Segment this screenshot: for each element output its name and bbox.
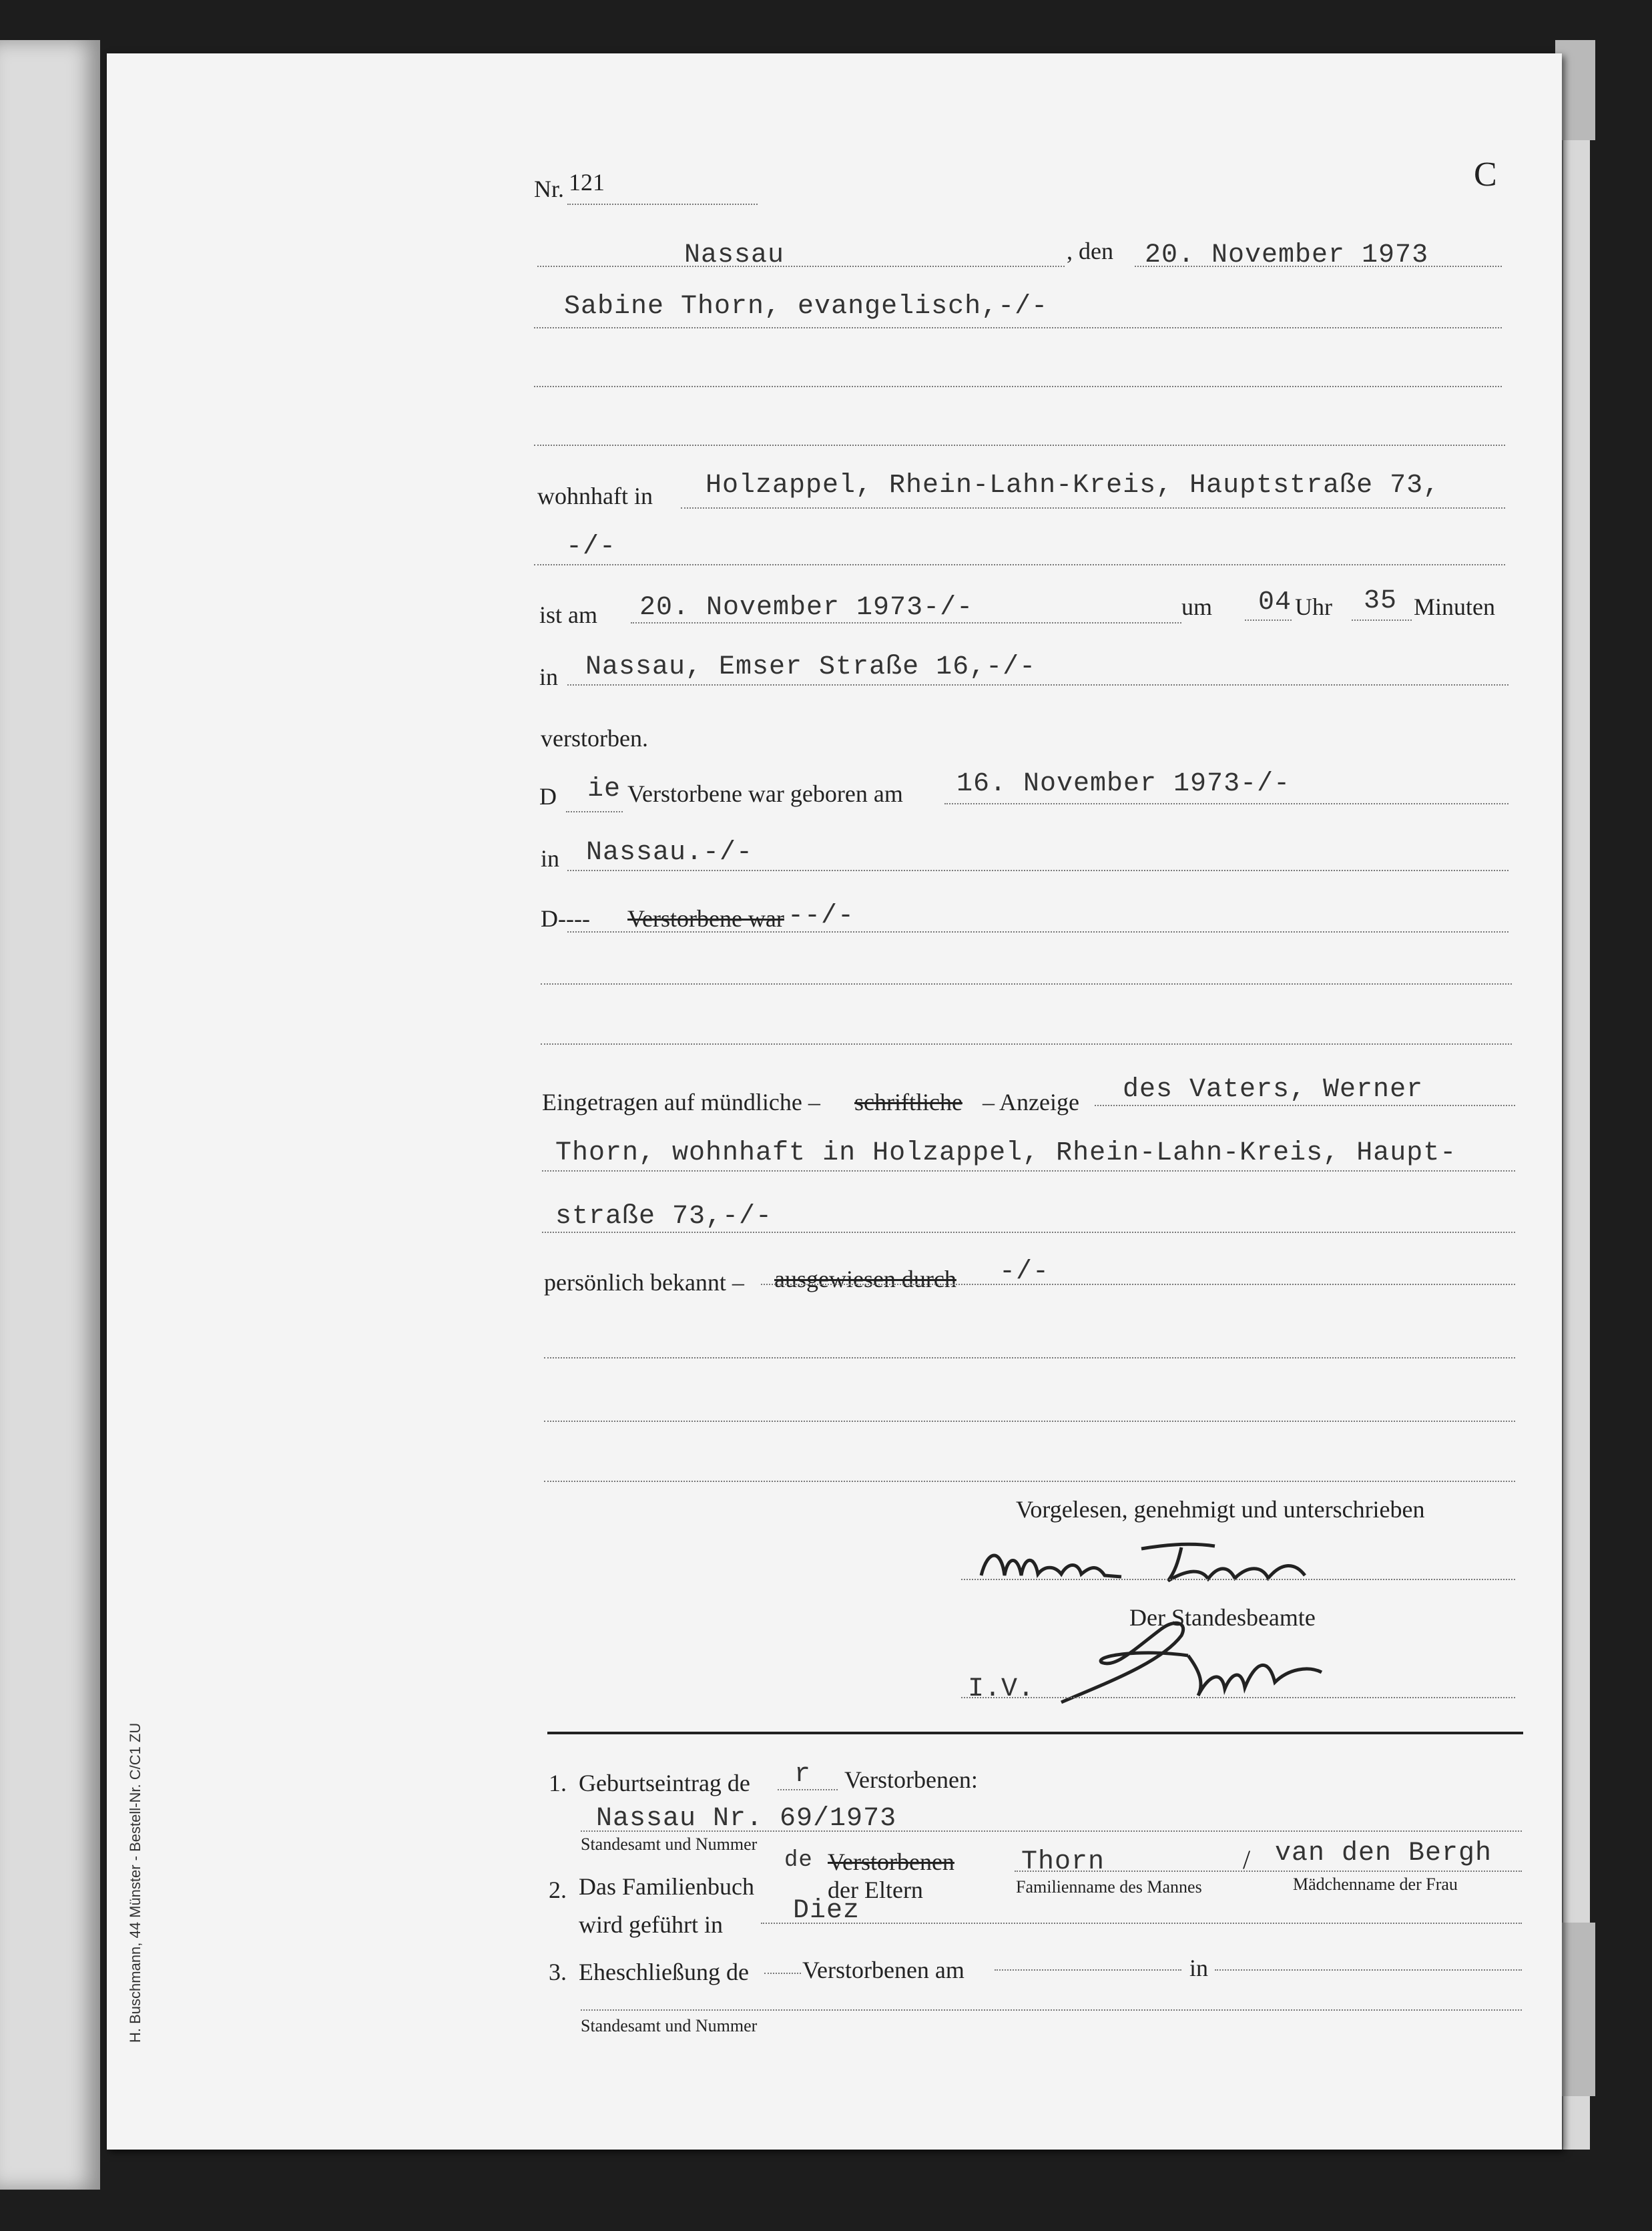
- uhr-label: Uhr: [1295, 593, 1332, 620]
- item1-value-line: [581, 1830, 1522, 1832]
- um-label: um: [1181, 593, 1213, 620]
- husband-name: Thorn: [1021, 1847, 1105, 1877]
- item3-value-line: [581, 2009, 1522, 2011]
- death-place: Nassau, Emser Straße 16,-/-: [585, 652, 1037, 682]
- person-line-1: [534, 327, 1502, 328]
- registrar-label: Der Standesbeamte: [1129, 1604, 1316, 1631]
- item1-number: 1.: [549, 1770, 567, 1796]
- item2-eltern-label: der Eltern: [828, 1877, 923, 1903]
- name-slash: /: [1243, 1844, 1251, 1875]
- series-letter: C: [1474, 156, 1497, 194]
- signer-signature: [968, 1529, 1315, 1602]
- residence-label: wohnhaft in: [537, 483, 653, 509]
- death-minutes: 35: [1364, 586, 1398, 616]
- item2-place-line: [761, 1923, 1522, 1924]
- item3-label: Eheschließung de: [579, 1959, 749, 1985]
- residence-line1: Holzappel, Rhein-Lahn-Kreis, Hauptstraße 73,: [706, 471, 1440, 501]
- birth-d-suffix: ie: [587, 774, 621, 804]
- wife-caption: Mädchenname der Frau: [1293, 1875, 1458, 1894]
- item1-suffix-line: [778, 1789, 838, 1790]
- item3-date-line: [995, 1969, 1181, 1971]
- signer-line: [961, 1579, 1515, 1580]
- nr-value: 121: [569, 169, 605, 196]
- registrar-line: [961, 1697, 1515, 1698]
- identity-line: [761, 1284, 1515, 1285]
- blank-line-2: [544, 1421, 1515, 1422]
- register-date: 20. November 1973: [1145, 240, 1429, 270]
- husband-caption: Familienname des Mannes: [1016, 1877, 1202, 1897]
- report-line2: Thorn, wohnhaft in Holzappel, Rhein-Lahn-Kreis, Haupt-: [555, 1138, 1457, 1168]
- wife-maiden-name: van den Bergh: [1275, 1838, 1492, 1869]
- report-line-3: [542, 1232, 1515, 1233]
- item3-suffix-line: [764, 1973, 801, 1974]
- death-place-line: [567, 684, 1508, 686]
- item1-label-b: Verstorbenen:: [844, 1766, 978, 1793]
- item2-names-line: [1015, 1871, 1522, 1872]
- item1-suffix: r: [794, 1760, 812, 1790]
- married-struck-label: Verstorbene war: [627, 905, 784, 932]
- nr-label: Nr.: [534, 176, 564, 202]
- identity-value: -/-: [999, 1257, 1050, 1287]
- birth-date: 16. November 1973-/-: [956, 769, 1291, 799]
- birth-place: Nassau.-/-: [586, 838, 754, 868]
- identity-struck: ausgewiesen durch: [774, 1266, 956, 1292]
- item3-in-label: in: [1189, 1955, 1209, 1981]
- report-suffix: – Anzeige: [983, 1089, 1079, 1116]
- item1-label: Geburtseintrag de: [579, 1770, 750, 1796]
- death-date: 20. November 1973-/-: [639, 593, 974, 623]
- item3-place-line: [1215, 1969, 1522, 1971]
- d-suffix-line: [566, 811, 623, 812]
- report-line1: des Vaters, Werner: [1123, 1075, 1424, 1105]
- minutes-line: [1352, 619, 1412, 621]
- identity-prefix: persönlich bekannt –: [544, 1269, 744, 1296]
- item3-sub-label: Standesamt und Nummer: [581, 2016, 758, 2035]
- person-line-3: [534, 445, 1505, 446]
- report-prefix: Eingetragen auf mündliche –: [542, 1089, 820, 1116]
- verstorben-label: verstorben.: [541, 725, 648, 752]
- item2-struck: Verstorbenen: [828, 1848, 954, 1875]
- residence-line: [681, 507, 1505, 509]
- death-hour: 04: [1258, 587, 1292, 617]
- section-divider: [547, 1732, 1523, 1734]
- hour-line: [1245, 619, 1292, 621]
- death-date-line: [631, 622, 1181, 624]
- blank-line-1: [544, 1357, 1515, 1358]
- item2-gefuehrt-label: wird geführt in: [579, 1911, 723, 1938]
- birth-d-label: D: [539, 783, 557, 810]
- item2-de-label: de: [784, 1848, 813, 1873]
- nr-line: [567, 204, 758, 205]
- deceased-name: Sabine Thorn, evangelisch,-/-: [564, 292, 1049, 322]
- item3-label-b: Verstorbenen am: [802, 1957, 965, 1983]
- place-line: [537, 266, 1065, 267]
- date-line: [1135, 266, 1502, 267]
- report-line3: straße 73,-/-: [555, 1202, 773, 1232]
- blank-line-3: [544, 1481, 1515, 1482]
- report-line-2: [542, 1170, 1515, 1172]
- item3-number: 3.: [549, 1959, 567, 1985]
- geboren-label: Verstorbene war geboren am: [627, 780, 903, 807]
- minuten-label: Minuten: [1414, 593, 1495, 620]
- item2-number: 2.: [549, 1877, 567, 1903]
- read-approved-label: Vorgelesen, genehmigt und unterschrieben: [1016, 1496, 1425, 1523]
- den-label: , den: [1067, 238, 1113, 264]
- report-struck: schriftliche: [854, 1089, 962, 1116]
- residence-line-2: [534, 564, 1505, 565]
- book-binding: [0, 40, 100, 2190]
- ist-am-label: ist am: [539, 601, 597, 628]
- birth-place-line: [567, 870, 1508, 871]
- married-line-3: [541, 1043, 1512, 1045]
- item2-label: Das Familienbuch: [579, 1873, 754, 1900]
- married-line: [567, 931, 1508, 933]
- birth-in-label: in: [541, 845, 560, 872]
- printer-imprint: H. Buschmann, 44 Münster - Bestell-Nr. C/C1 ZU: [127, 1722, 144, 2043]
- page-edge: [1562, 47, 1590, 2150]
- report-line: [1095, 1105, 1515, 1106]
- place-value: Nassau: [684, 240, 785, 270]
- item1-sub-label: Standesamt und Nummer: [581, 1834, 758, 1854]
- person-line-2: [534, 386, 1502, 387]
- death-in-label: in: [539, 664, 559, 690]
- married-d-label: D----: [541, 905, 590, 932]
- iv-label: I.V.: [968, 1674, 1035, 1704]
- residence-line2: -/-: [566, 532, 617, 562]
- birth-register-entry: Nassau Nr. 69/1973: [596, 1804, 897, 1834]
- married-value: --/-: [788, 901, 855, 931]
- registrar-signature: [1055, 1609, 1335, 1709]
- birth-date-line: [944, 803, 1508, 804]
- family-book-place: Diez: [793, 1896, 860, 1926]
- married-line-2: [541, 983, 1512, 985]
